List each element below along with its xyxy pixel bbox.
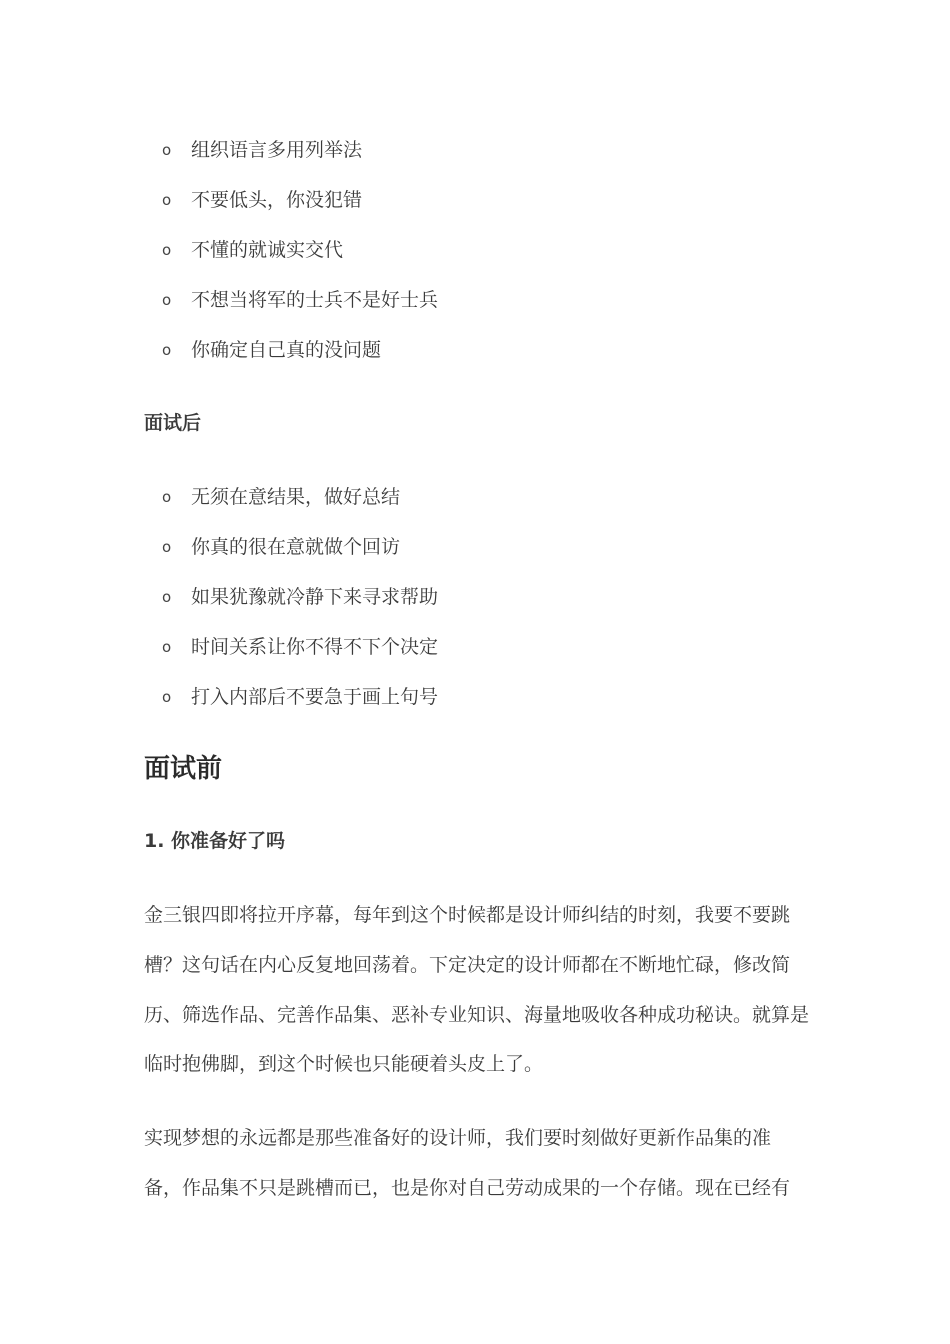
paragraph-1-line: 临时抱佛脚，到这个时候也只能硬着头皮上了。 bbox=[144, 1053, 544, 1075]
paragraph-1-line: 槽？这句话在内心反复地回荡着。下定决定的设计师都在不断地忙碌，修改简 bbox=[144, 954, 791, 976]
list-item-text: 不要低头，你没犯错 bbox=[191, 189, 363, 211]
list-item-text: 你确定自己真的没问题 bbox=[191, 339, 382, 361]
list-item-text: 打入内部后不要急于画上句号 bbox=[191, 686, 439, 708]
bullet-icon: o bbox=[162, 488, 172, 506]
paragraph-2-line: 实现梦想的永远都是那些准备好的设计师，我们要时刻做好更新作品集的准 bbox=[144, 1127, 772, 1149]
paragraph-1-line: 历、筛选作品、完善作品集、恶补专业知识、海量地吸收各种成功秘诀。就算是 bbox=[144, 1004, 810, 1026]
before-interview-heading: 面试前 bbox=[144, 754, 223, 784]
paragraph-2-line: 备，作品集不只是跳槽而已，也是你对自己劳动成果的一个存储。现在已经有 bbox=[144, 1177, 791, 1199]
list-item-text: 你真的很在意就做个回访 bbox=[191, 536, 401, 558]
bullet-icon: o bbox=[162, 191, 172, 209]
list-item-text: 无须在意结果，做好总结 bbox=[191, 486, 401, 508]
bullet-icon: o bbox=[162, 291, 172, 309]
bullet-icon: o bbox=[162, 638, 172, 656]
list-item-text: 时间关系让你不得不下个决定 bbox=[191, 636, 439, 658]
after-interview-heading: 面试后 bbox=[144, 412, 202, 434]
list-item-text: 不懂的就诚实交代 bbox=[191, 239, 344, 261]
section-1-heading: 1. 你准备好了吗 bbox=[144, 830, 286, 852]
list-item-text: 如果犹豫就冷静下来寻求帮助 bbox=[191, 586, 439, 608]
bullet-icon: o bbox=[162, 341, 172, 359]
paragraph-1-line: 金三银四即将拉开序幕，每年到这个时候都是设计师纠结的时刻，我要不要跳 bbox=[144, 904, 791, 926]
list-item-text: 组织语言多用列举法 bbox=[191, 139, 363, 161]
bullet-icon: o bbox=[162, 241, 172, 259]
bullet-icon: o bbox=[162, 538, 172, 556]
bullet-icon: o bbox=[162, 688, 172, 706]
bullet-icon: o bbox=[162, 588, 172, 606]
bullet-icon: o bbox=[162, 141, 172, 159]
list-item-text: 不想当将军的士兵不是好士兵 bbox=[191, 289, 439, 311]
